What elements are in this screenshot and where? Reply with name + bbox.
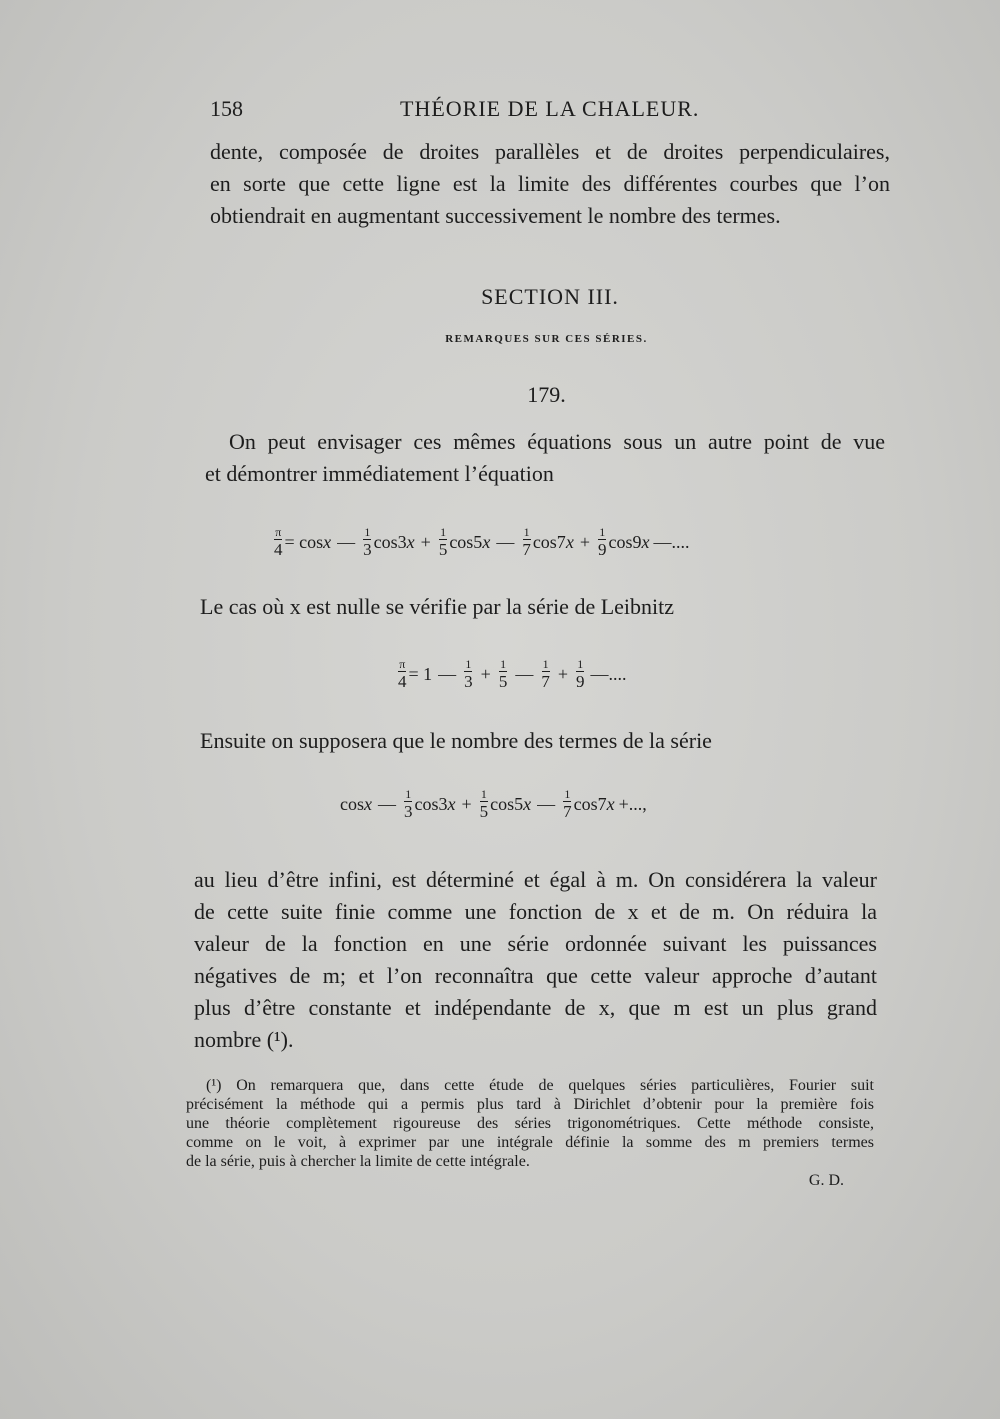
- text-line: plus d’être constante et indépendante de x, que m est un plus grand: [194, 995, 877, 1020]
- footnote-signature: G. D.: [808, 1172, 844, 1189]
- text-line: valeur de la fonction en une série ordonnée suivant les puissances: [194, 931, 877, 956]
- paragraph-2: [205, 426, 885, 490]
- footnote-line: précisément la méthode qui a permis plus tard à Dirichlet d’obtenir pour la première fois: [186, 1096, 874, 1113]
- paragraph-3: [194, 864, 877, 1056]
- equation-finite-series: cos x — $\frac{1}{3}$ cos3 x + $\frac{1}{5}$ cos5 x — $\frac{1}{7}$ cos7 x +...,: [340, 787, 647, 821]
- section-subtitle: REMARQUES SUR CES SÉRIES.: [445, 333, 648, 345]
- section-title: SECTION III.: [481, 284, 619, 309]
- page-number: 158: [210, 96, 243, 121]
- leibniz-line: Le cas où x est nulle se vérifie par la série de Leibnitz: [200, 594, 675, 619]
- paragraph-1: [210, 136, 890, 232]
- text-line: obtiendrait en augmentant successivement le nombre des termes.: [210, 203, 781, 228]
- footnote: [186, 1076, 874, 1189]
- footnote-line: (¹) On remarquera que, dans cette étude de quelques séries particulières, Fourier suit: [206, 1077, 874, 1094]
- text-line: et démontrer immédiatement l’équation: [205, 461, 554, 486]
- text-line: de cette suite finie comme une fonction de x et de m. On réduira la: [194, 899, 877, 924]
- text-line: nombre (¹).: [194, 1027, 294, 1052]
- fraction: $\frac{\pi}{4}$: [274, 525, 283, 559]
- text-line: en sorte que cette ligne est la limite des différentes courbes que l’on: [210, 171, 890, 196]
- ensuite-line: Ensuite on supposera que le nombre des termes de la série: [200, 728, 712, 753]
- running-title: THÉORIE DE LA CHALEUR.: [400, 96, 700, 121]
- equation-leibniz-series: $\frac{\pi}{4}$ = 1 — $\frac{1}{3}$ + $\frac{1}{5}$ — $\frac{1}{7}$ + $\frac{1}{9}$ —....: [398, 657, 627, 691]
- text-line: On peut envisager ces mêmes équations sous un autre point de vue: [229, 429, 885, 454]
- footnote-line: une théorie complètement rigoureuse des séries trigonométriques. Cette méthode consiste,: [186, 1115, 874, 1132]
- footnote-line: de la série, puis à chercher la limite de cette intégrale. G. D.: [186, 1153, 844, 1189]
- text-line: dente, composée de droites parallèles et de droites perpendiculaires,: [210, 139, 890, 164]
- footnote-line: comme on le voit, à exprimer par une intégrale définie la somme des m premiers termes: [186, 1134, 874, 1151]
- text-line: au lieu d’être infini, est déterminé et égal à m. On considérera la valeur: [194, 867, 877, 892]
- text-line: négatives de m; et l’on reconnaîtra que cette valeur approche d’autant: [194, 963, 877, 988]
- equation-fourier-series: $\frac{\pi}{4}$ = cos x — $\frac{1}{3}$ cos3 x + $\frac{1}{5}$ cos5 x — $\frac{1}{7}$ cos7 x + $\frac{1}{9}$ cos9 x —....: [274, 525, 690, 559]
- article-number: 179.: [527, 382, 566, 407]
